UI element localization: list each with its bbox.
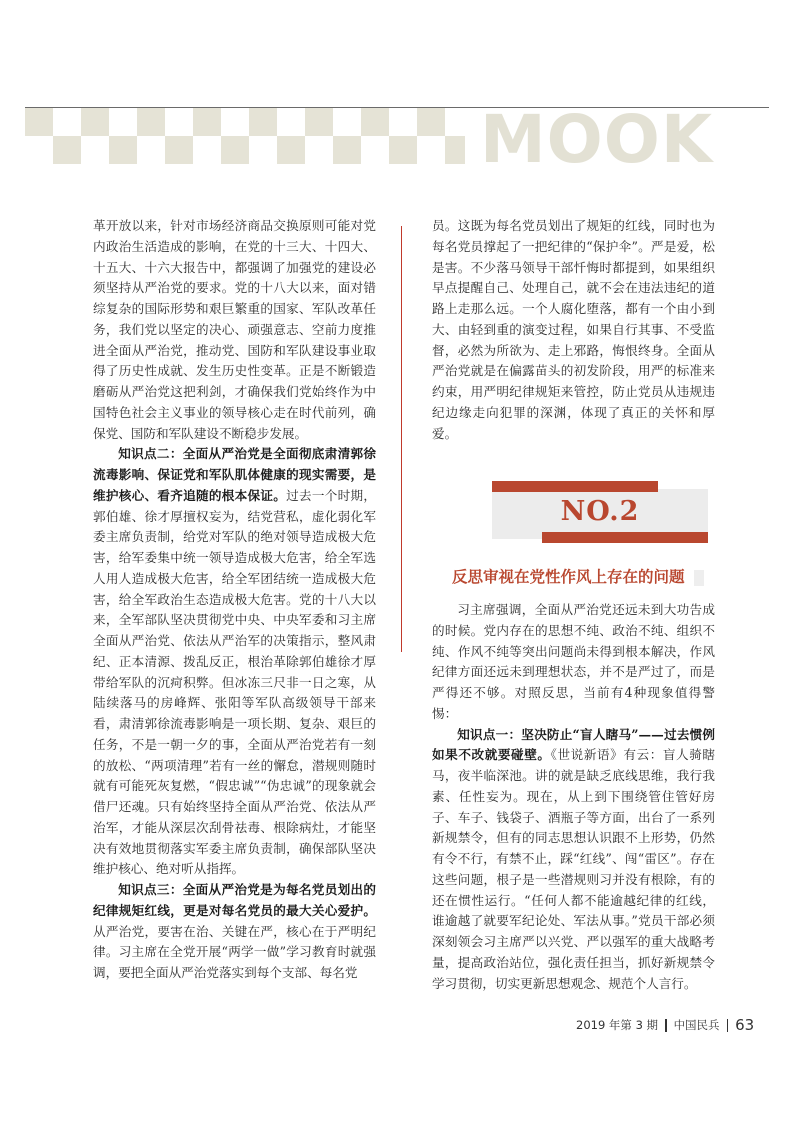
paragraph-body: 习主席强调，全面从严治党还远未到大功告成的时候。党内存在的思想不纯、政治不纯、组织不纯、作风不纯等突出问题尚未得到根本解决，作风纪律方面还远未到理想状态，并不是严过了，而是严得还不够。对照反思，当前有4种现象值得警惕： xyxy=(432,602,715,721)
paragraph-knowledge-1 xyxy=(432,725,715,995)
paragraph-intro xyxy=(432,600,715,725)
badge-bar-bottom xyxy=(542,532,708,543)
magazine-name: 中国民兵 xyxy=(673,1018,720,1032)
issue-label: 2019 年第 3 期 xyxy=(576,1018,659,1032)
paragraph-knowledge-3 xyxy=(93,880,376,984)
title-mark xyxy=(694,570,704,586)
page-footer xyxy=(576,1016,754,1034)
badge-number: NO.2 xyxy=(560,496,640,527)
brand-watermark: MOOK xyxy=(480,101,714,178)
footer-separator xyxy=(727,1019,729,1032)
section-title: 反思审视在党性作风上存在的问题 xyxy=(452,567,685,586)
paragraph-body: 过去一个时期，郭伯雄、徐才厚擅权妄为，结党营私，虚化弱化军委主席负责制，给党对军队的绝对领导造成极大危害，给军委集中统一领导造成极大危害，给全军选人用人造成极大危害，给全军团结统一造成极大危害，给全军政治生态造成极大危害。党的十八大以来，全军部队坚决贯彻党中央、中央军委和习主席全面从严治党、依法从严治军的决策指示，整风肃纪、正本清源、拨乱反正，根治革除郭伯雄徐才厚带给军队的沉疴积弊。但冰冻三尺非一日之寒，从陆续落马的房峰辉、张阳等军队高级领导干部来看，肃清郭徐流毒影响是一项长期、复杂、艰巨的任务，不是一朝一夕的事，全面从严治党若有一刻的放松、“两项清理”若有一丝的懈怠，潜规则随时就有可能死灰复燃，“假忠诚”“伪忠诚”的现象就会借尸还魂。只有始终坚持全面从严治党、依法从严治军，才能从深层次刮骨祛毒、根除病灶，才能坚决有效地贯彻落实军委主席负责制，确保部队坚决维护核心、绝对听从指挥。 xyxy=(93,487,377,877)
footer-separator xyxy=(665,1019,667,1032)
knowledge-heading: 知识点三：全面从严治党是为每名党员划出的纪律规矩红线，更是对每名党员的最大关心爱护。 xyxy=(93,882,376,918)
paragraph-body: 《世说新语》有云：盲人骑瞎马，夜半临深池。讲的就是缺乏底线思维，我行我素、任性妄为。现在，从上到下围绕管住管好房子、车子、钱袋子、酒瓶子等方面，出台了一系列新规禁令，但有的同志思想认识跟不上形势，仍然有令不行，有禁不止，踩“红线”、闯“雷区”。存在这些问题，根子是一些潜规则习并没有根除，有的还在惯性运行。“任何人都不能逾越纪律的红线，谁逾越了就要军纪论处、军法从事。”党员干部必须深刻领会习主席严以兴党、严以强军的重大战略考量，提高政治站位，强化责任担当，抓好新规禁令学习贯彻，切实更新思想观念、规范个人言行。 xyxy=(432,747,716,991)
knowledge-heading: 知识点二：全面从严治党是全面彻底肃清郭徐流毒影响、保证党和军队肌体健康的现实需要，是维护核心、看齐追随的根本保证。 xyxy=(93,446,376,503)
section-badge xyxy=(492,481,708,543)
knowledge-heading: 知识点一：坚决防止“盲人瞎马”——过去惯例如果不改就要碰壁。 xyxy=(432,726,715,763)
page-number: 63 xyxy=(735,1016,755,1034)
paragraph-continuation: 员。这既为每名党员划出了规矩的红线，同时也为每名党员撑起了一把纪律的“保护伞”。严是爱，松是害。不少落马领导干部忏悔时都提到，如果组织早点提醒自己、处理自己，就不会在违法违纪的道路上走那么远。一个人腐化堕落，都有一个由小到大、由轻到重的演变过程，如果自行其事、不受监督，必然为所欲为、走上邪路，悔恨终身。全面从严治党就是在偏露苗头的初发阶段，用严的标准来约束，用严明纪律规矩来管控，防止党员从违规违纪边缘走向犯罪的深渊，体现了真正的关怀和厚爱。 xyxy=(432,218,715,441)
column-divider xyxy=(401,226,402,652)
left-column xyxy=(93,216,376,984)
checker-pattern xyxy=(25,108,465,164)
paragraph-knowledge-2 xyxy=(93,444,376,880)
paragraph-body: 从严治党，要害在治、关键在严，核心在于严明纪律。习主席在全党开展“两学一做”学习教育时就强调，要把全面从严治党落实到每个支部、每名党 xyxy=(93,923,376,980)
right-column-body xyxy=(432,600,715,994)
paragraph-continuation: 革开放以来，针对市场经济商品交换原则可能对党内政治生活造成的影响，在党的十三大、十四大、十五大、十六大报告中，都强调了加强党的建设必须坚持从严治党的要求。党的十八大以来，面对错综复杂的国际形势和艰巨繁重的国家、军队改革任务，我们党以坚定的决心、顽强意志、空前力度推进全面从严治党，推动党、国防和军队建设事业取得了历史性成就、发生历史性变革。正是不断锻造磨砺从严治党这把利剑，才确保我们党始终作为中国特色社会主义事业的领导核心走在时代前列，确保党、国防和军队建设不断稳步发展。 xyxy=(93,218,376,441)
right-column-top xyxy=(432,216,715,444)
